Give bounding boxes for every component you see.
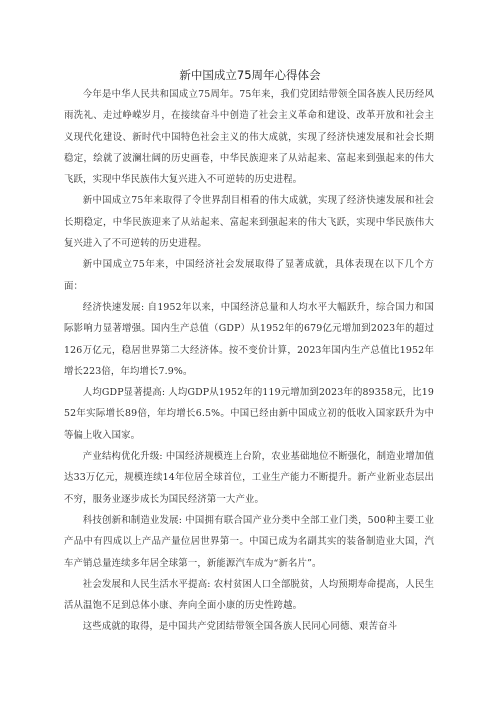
paragraph-social-development: [64, 574, 434, 617]
paragraph-lead: 科技创新和制造业发展:: [82, 514, 183, 526]
paragraph-conclusion: [64, 616, 434, 637]
paragraph-text: 今年是中华人民共和国成立75周年。75年来，我们党团结带领全国各族人民历经风雨洗礼、走过峥嵘岁月，在接续奋斗中创造了社会主义革命和建设、改革开放和社会主义现代化建设、新时代中国特色社会主义的伟大成就，实现了经济快速发展和社会长期稳定，绘就了波澜壮阔的历史画卷，中华民族迎来了从站起来、富起来到强起来的伟大飞跃，实现中华民族伟大复兴进入不可逆转的历史进程。: [64, 89, 434, 186]
paragraph-lead: 产业结构优化升级:: [82, 451, 163, 463]
paragraph-text: 新中国成立75年来取得了令世界刮目相看的伟大成就，实现了经济快速发展和社会长期稳定，中华民族迎来了从站起来、富起来到强起来的伟大飞跃，实现中华民族伟大复兴进入了不可逆转的历史进程。: [64, 195, 434, 250]
document-title: 新中国成立75周年心得体会: [179, 68, 321, 82]
paragraph-text: 新中国成立75年来，中国经济社会发展取得了显著成就，具体表现在以下几个方面：: [64, 259, 434, 292]
paragraph-economic-growth: [64, 297, 434, 382]
paragraph-text: 人均GDP从1952年的119元增加到2023年的89358元，比1952年实际增长89倍，年均增长6.5%。中国已经由新中国成立初的低收入国家跃升为中等偏上收入国家。: [64, 387, 434, 441]
paragraph-intro: [64, 84, 434, 190]
paragraph-technology-manufacturing: [64, 510, 434, 574]
paragraph-text: 自1952年以来，中国经济总量和人均水平大幅跃升，综合国力和国际影响力显著增强。国内生产总值（GDP）从1952年的679亿元增加到2023年的超过126万亿元，稳居世界第二大经济体。按不变价计算，2023年国内生产总值比1952年增长223倍，年均增长7.9%。: [64, 301, 434, 377]
paragraph-lead: 人均GDP显著提高:: [82, 387, 166, 399]
paragraph-lead: 社会发展和人民生活水平提高:: [82, 578, 211, 590]
paragraph-achievements: [64, 190, 434, 254]
paragraph-text: 中国拥有联合国产业分类中全部工业门类，500种主要工业产品中有四成以上产品产量位居世界第一。中国已成为名副其实的装备制造业大国，汽车产销总量连续多年居全球第一，新能源汽车成为“新名片”。: [64, 514, 435, 569]
paragraph-industrial-structure: [64, 446, 434, 510]
paragraph-text: 中国经济规模连上台阶，农业基础地位不断强化，制造业增加值达33万亿元，规模连续14年位居全球首位，工业生产能力不断提升。新产业新业态层出不穷，服务业逐步成长为国民经济第一大产业。: [64, 451, 434, 505]
paragraph-gdp-per-capita: [64, 382, 434, 446]
paragraph-aspects-intro: [64, 254, 434, 297]
paragraph-text: 这些成就的取得，是中国共产党团结带领全国各族人民同心同德、艰苦奋斗: [82, 621, 398, 633]
document-body: [64, 84, 434, 638]
paragraph-lead: 经济快速发展:: [82, 301, 145, 313]
paragraph-text: 农村贫困人口全部脱贫，人均预期寿命提高，人民生活从温饱不足到总体小康、奔向全面小康的历史性跨越。: [64, 578, 434, 612]
